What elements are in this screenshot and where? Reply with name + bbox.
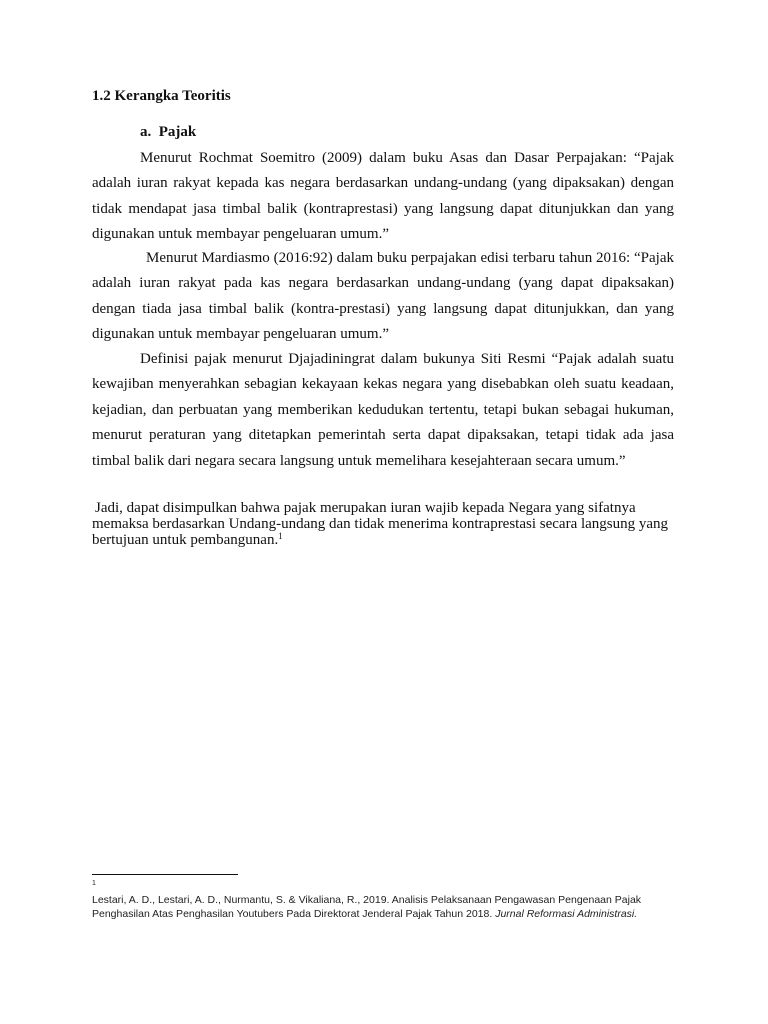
section-heading: 1.2 Kerangka Teoritis (92, 88, 231, 104)
paragraph-mardiasmo: Menurut Mardiasmo (2016:92) dalam buku perpajakan edisi terbaru tahun 2016: “Pajak adalah iuran rakyat pada kas negara berdasarkan undang-undang (yang dapat dipaksakan) dengan tiada jasa timbal balik (kontra-prestasi) yang langsung dapat ditunjukkan, dan yang digunakan untuk membayar pengeluaran umum.” (92, 250, 674, 343)
footnote-citation: Lestari, A. D., Lestari, A. D., Nurmantu, S. & Vikaliana, R., 2019. Analisis Pelaksanaan Pengawasan Pengenaan Pajak Penghasilan Atas Penghasilan Youtubers Pada Direktorat Jenderal Pajak Tahun 2018. (92, 894, 642, 920)
paragraph-soemitro: Menurut Rochmat Soemitro (2009) dalam buku Asas dan Dasar Perpajakan: “Pajak adalah iuran rakyat kepada kas negara berdasarkan undang-undang (yang dipaksakan) dengan tidak mendapat jasa timbal balik (kontraprestasi) yang langsung dapat ditunjukkan dan yang digunakan untuk membayar pengeluaran umum.” (92, 150, 674, 243)
footnote-reference[interactable]: 1 (278, 531, 283, 541)
footnote-number: 1 (92, 880, 96, 887)
footnote-journal: Jurnal Reformasi Administrasi. (495, 908, 638, 920)
footnote-separator (92, 874, 238, 875)
sub-heading (140, 124, 196, 141)
paragraph-conclusion (92, 500, 674, 548)
sub-heading-marker: a. (140, 124, 152, 140)
sub-heading-title: Pajak (158, 124, 197, 140)
paragraph-djajadiningrat: Definisi pajak menurut Djajadiningrat dalam bukunya Siti Resmi “Pajak adalah suatu kewajiban menyerahkan sebagian kekayaan kekas negara yang disebabkan oleh suatu keadaan, kejadian, dan perbuatan yang memberikan kedudukan tertentu, tetapi bukan sebagai hukuman, menurut peraturan yang ditetapkan pemerintah serta dapat dipaksakan, tetapi tidak ada jasa timbal balik dari negara secara langsung untuk memelihara kesejahteraan secara umum.” (92, 351, 674, 469)
conclusion-text: Jadi, dapat disimpulkan bahwa pajak merupakan iuran wajib kepada Negara yang sifatnya memaksa berdasarkan Undang-undang dan tidak menerima kontraprestasi secara langsung yang bertujuan untuk pembangunan. (92, 500, 669, 548)
footnote-text (92, 893, 692, 921)
